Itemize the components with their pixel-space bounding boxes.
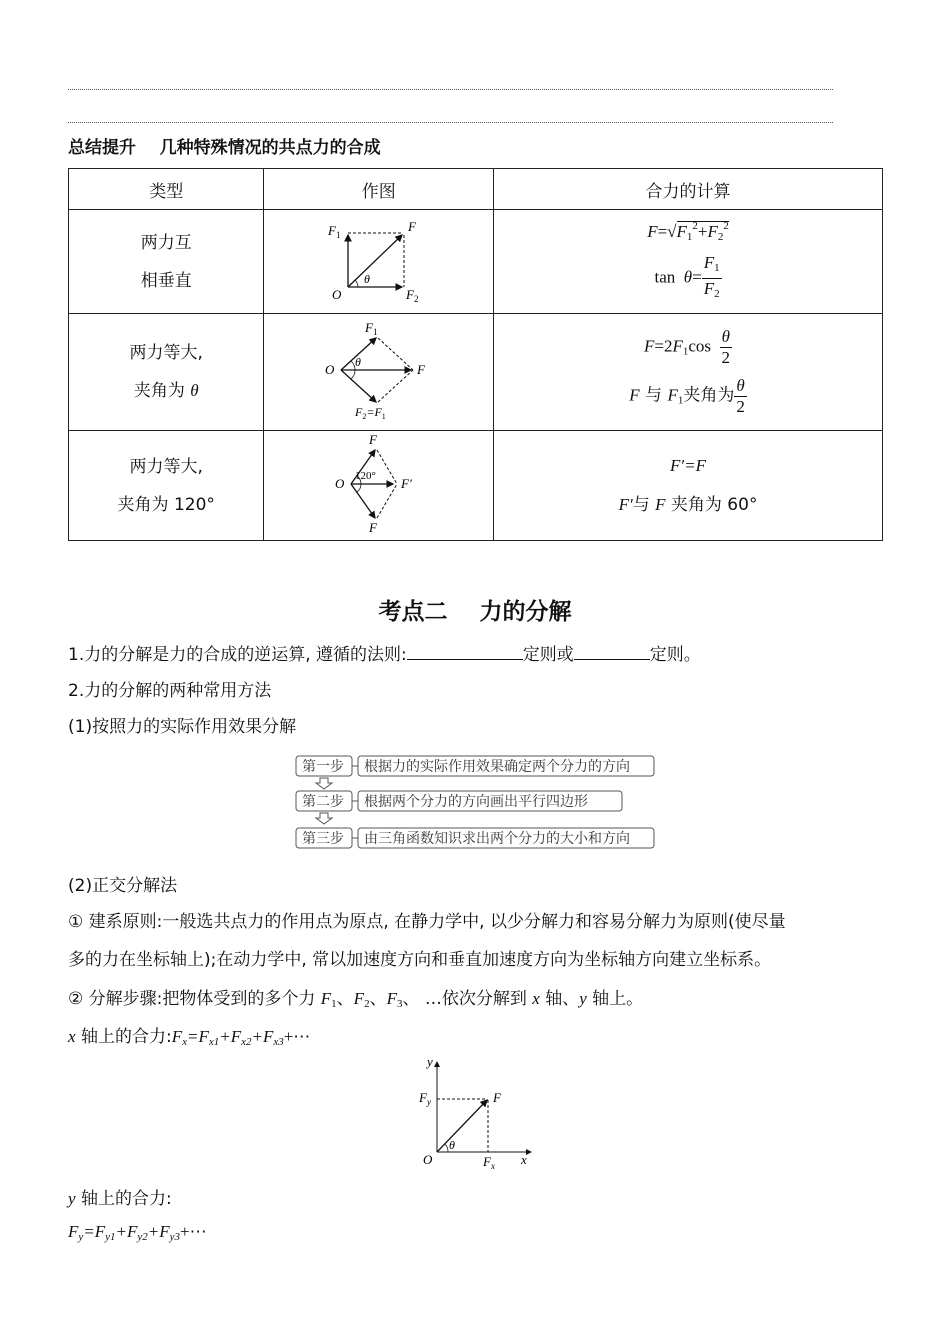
calc-cell [494, 210, 883, 314]
type-line1: 两力等大, [129, 343, 203, 363]
120-degree-figure [329, 434, 429, 534]
type-cell [69, 314, 264, 431]
axis-y-label: y [427, 1054, 433, 1069]
step2-text: 根据两个分力的方向画出平行四边形 [364, 794, 588, 810]
figure-cell [264, 431, 494, 541]
label-F-bottom: F [368, 519, 377, 534]
label-O: O [423, 1152, 433, 1167]
axis-x-label: x [521, 1152, 527, 1167]
paragraph-5-line2: 多的力在坐标轴上);在动力学中, 常以加速度方向和垂直加速度方向为坐标轴方向建立坐标系。 [68, 950, 772, 970]
calc2-line1: $F=2F_1\cos$ $\frac{\theta}{2}$ [644, 327, 731, 367]
section-title: 考点二 力的分解 [378, 599, 572, 625]
header-type: 类型 [69, 169, 264, 210]
blank-1 [407, 643, 523, 660]
label-F: F [416, 362, 425, 377]
perpendicular-forces-figure [324, 217, 434, 302]
equal-forces-figure [319, 320, 439, 420]
calc2-line2: F 与 $F_1$夹角为 $\frac{\theta}{2}$ [629, 376, 745, 416]
paragraph-1: 1.力的分解是力的合成的逆运算, 遵循的法则: 定则或 定则。 [68, 645, 701, 665]
paragraph-2: 2.力的分解的两种常用方法 [68, 681, 272, 701]
step1-text: 根据力的实际作用效果确定两个分力的方向 [364, 759, 630, 775]
table-row [69, 210, 883, 314]
table-row [69, 314, 883, 431]
calc-cell [494, 314, 883, 431]
label-F-prime: F′ [400, 475, 412, 491]
label-F1: $F_1$ [364, 320, 378, 337]
label-Fy: $F_y$ [419, 1090, 431, 1107]
figure-cell [264, 314, 494, 431]
table-row [69, 431, 883, 541]
composition-table [68, 168, 883, 541]
label-F1: $F_1$ [327, 223, 341, 240]
step3-label: 第三步 [302, 831, 344, 847]
dotted-line-2 [68, 122, 833, 123]
label-O: O [331, 287, 342, 302]
type-line2: 夹角为 θ [133, 381, 199, 401]
calc-cell [494, 431, 883, 541]
label-F2-eq-F1: $F_2=F_1$ [354, 405, 386, 420]
step1-label: 第一步 [302, 759, 344, 775]
steps-flowchart [290, 750, 670, 854]
label-Fx: $F_x$ [483, 1154, 495, 1171]
label-theta: θ [363, 272, 370, 286]
step2-label: 第二步 [302, 794, 344, 810]
label-O: O [334, 475, 345, 491]
figure-cell [264, 210, 494, 314]
label-F-top: F [368, 433, 377, 447]
type-cell [69, 431, 264, 541]
paragraph-5-line1: ① 建系原则:一般选共点力的作用点为原点, 在静力学中, 以少分解力和容易分解力为原则(使尽量 [68, 912, 786, 932]
orthogonal-decomposition-figure [415, 1052, 540, 1176]
type-line2: 夹角为 120° [117, 494, 215, 515]
label-theta: θ [449, 1138, 455, 1152]
label-F: F [407, 219, 416, 234]
arrow-down-icon [316, 778, 332, 789]
header-calc: 合力的计算 [494, 169, 883, 210]
calc3-line1: F′=F [670, 456, 707, 475]
label-O: O [324, 362, 335, 377]
summary-title: 总结提升 几种特殊情况的共点力的合成 [68, 138, 381, 158]
label-F: F [493, 1090, 501, 1105]
paragraph-6: ② 分解步骤:把物体受到的多个力 $F_1$、$F_2$、$F_3$、 …依次分解到 x 轴、y 轴上。 [68, 989, 644, 1010]
type-line2: 相垂直 [140, 270, 192, 291]
step3-text: 由三角函数知识求出两个分力的大小和方向 [364, 831, 630, 847]
paragraph-9: $F_y=F_{y1}+F_{y2}+F_{y3}+\cdots$ [68, 1222, 207, 1243]
calc1-line2: tan θ= $\frac{F_1}{F_2}$ [654, 252, 720, 300]
type-line1: 两力等大, [129, 456, 203, 477]
type-line1: 两力互 [140, 232, 192, 253]
calc1-line1: $F=√F_1^2+F_2^2$ [647, 219, 729, 243]
label-theta: θ [354, 355, 361, 369]
paragraph-8: y 轴上的合力: [68, 1189, 172, 1209]
header-figure: 作图 [264, 169, 494, 210]
calc3-line2: F′与 F 夹角为 60° [618, 495, 758, 515]
label-angle: 120° [354, 469, 376, 482]
paragraph-7: x 轴上的合力$:F_x=F_{x1}+F_{x2}+F_{x3}+\cdots$ [68, 1027, 311, 1048]
arrow-down-icon [316, 813, 332, 824]
dotted-line-1 [68, 89, 833, 90]
label-F2: $F_2$ [405, 287, 419, 302]
blank-2 [574, 643, 650, 660]
paragraph-4: (2)正交分解法 [68, 876, 178, 896]
type-cell [69, 210, 264, 314]
paragraph-3: (1)按照力的实际作用效果分解 [68, 717, 297, 737]
